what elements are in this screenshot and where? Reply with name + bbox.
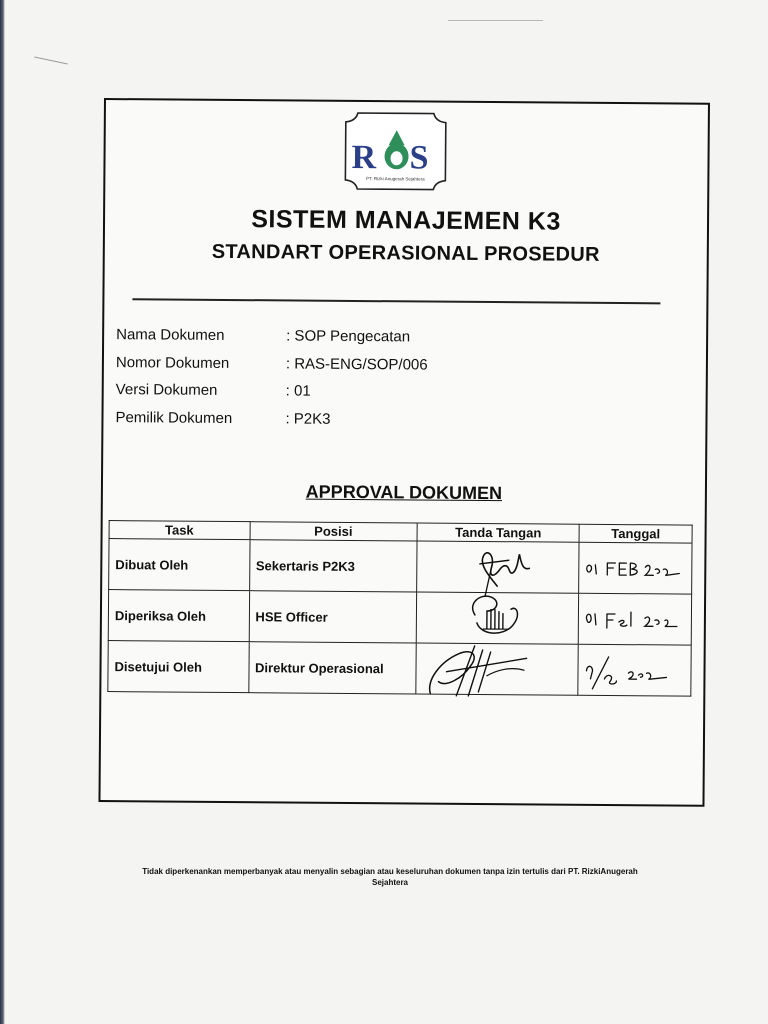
task-cell: Dibuat Oleh [109,539,250,591]
info-label: Versi Dokumen [115,381,218,399]
info-value: : SOP Pengecatan [286,327,411,346]
document-footer [120,866,660,888]
ras-logo-icon [343,112,448,191]
info-value: : P2K3 [285,409,331,428]
table-row [108,641,691,697]
svg-text:S: S [409,139,429,177]
signature-cell [416,643,579,695]
document-frame [98,98,710,807]
info-row [115,409,675,441]
scan-artifact-line [448,20,543,21]
info-row [116,354,676,386]
document-title: SISTEM MANAJEMEN K3 [251,205,561,236]
date-cell [579,593,692,645]
svg-text:R: R [351,138,377,177]
column-header-position: Posisi [250,522,418,541]
column-header-task: Task [109,521,250,540]
position-cell: Sekertaris P2K3 [249,540,417,592]
column-header-signature: Tanda Tangan [417,523,579,542]
date-cell [579,542,692,594]
handwritten-date [581,598,689,643]
scan-edge [0,0,5,1024]
scan-artifact-mark [34,56,67,64]
table-row [109,539,692,595]
info-label: Pemilik Dokumen [115,408,233,427]
date-cell [578,644,691,696]
footer-line: Sejahtera [371,878,409,887]
position-cell: HSE Officer [249,591,417,643]
info-row [116,326,676,358]
divider [132,298,660,304]
approval-table [107,520,692,697]
footer-line: Tidak diperkenankan memperbanyak atau menyalin sebagian atau keseluruhan dokumen tanpa izin tertulis dari PT. RizkiAnugerah [142,867,638,876]
task-cell: Diperiksa Oleh [108,590,249,642]
task-cell: Disetujui Oleh [108,641,249,693]
info-value: : RAS-ENG/SOP/006 [285,354,428,374]
info-label: Nomor Dokumen [115,353,230,372]
document-subtitle: STANDART OPERASIONAL PROSEDUR [211,240,600,266]
handwritten-date [581,649,689,694]
svg-text:PT. Rizki Anugerah Sejahtera: PT. Rizki Anugerah Sejahtera [366,176,425,182]
handwritten-date [581,547,689,592]
handwritten-signature [416,635,577,702]
approval-title: APPROVAL DOKUMEN [305,481,503,504]
position-cell: Direktur Operasional [248,642,416,694]
info-value: : 01 [285,382,311,400]
info-label: Nama Dokumen [116,326,225,344]
info-row [116,381,676,413]
table-row [108,590,691,646]
document-info [115,326,676,440]
column-header-date: Tanggal [579,524,692,543]
